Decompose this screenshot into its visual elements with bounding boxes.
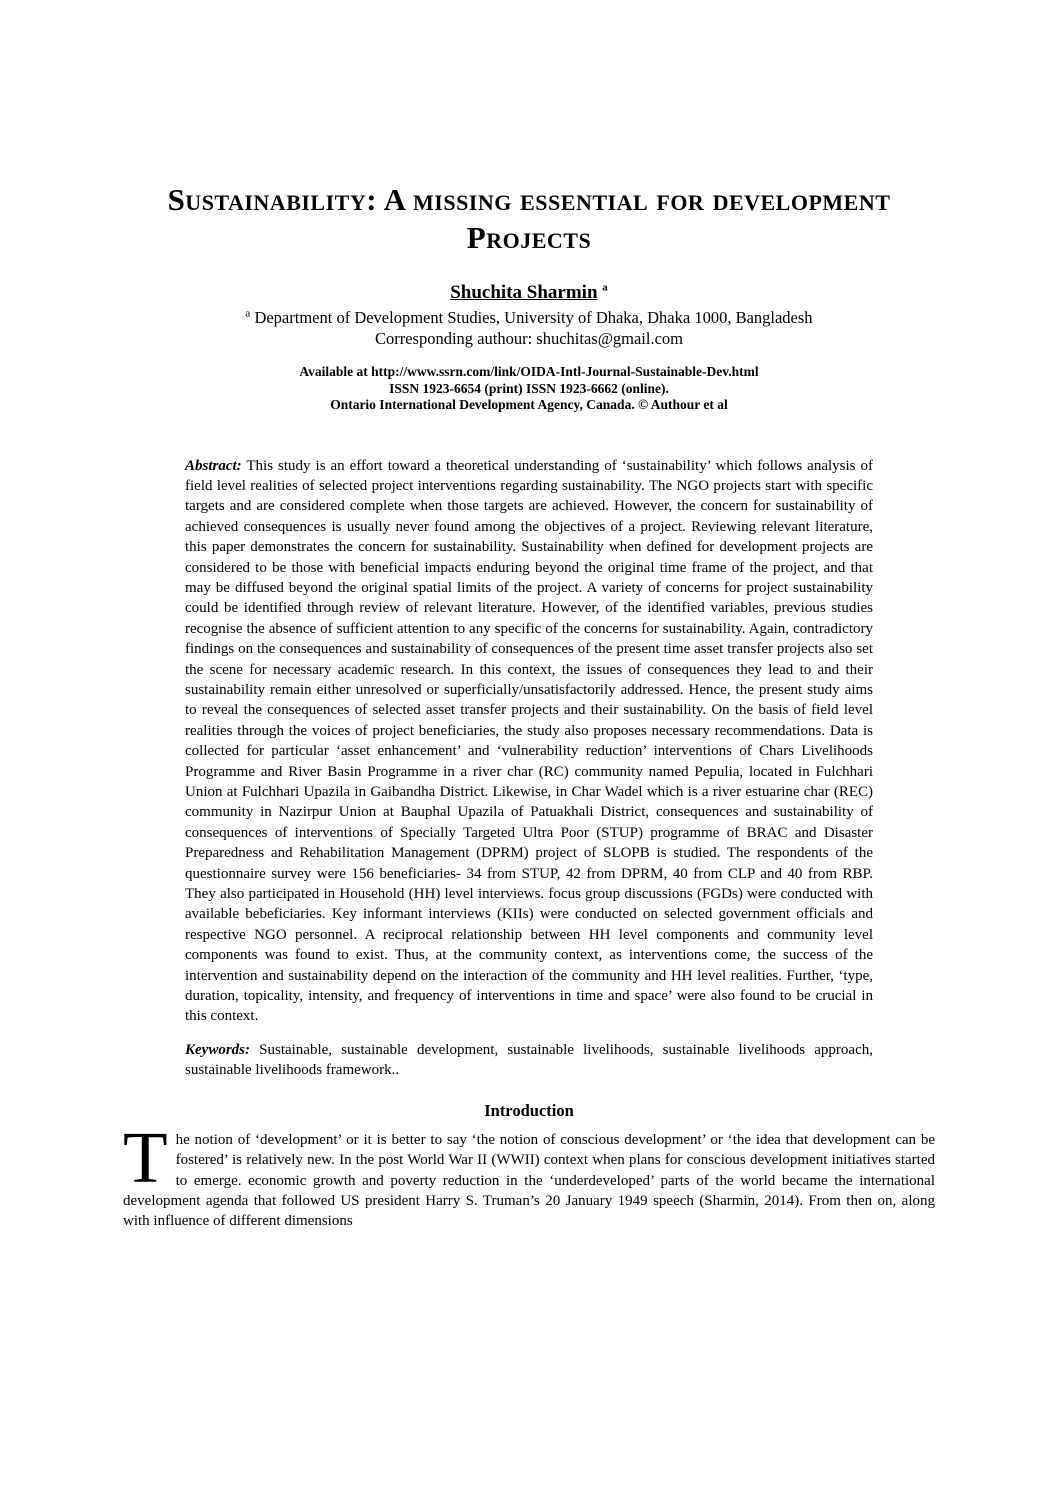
abstract-paragraph (185, 456, 873, 1027)
paper-title-line1: Sustainability: A missing essential for development (167, 182, 891, 217)
issn-line: ISSN 1923-6654 (print) ISSN 1923-6662 (online). (389, 380, 669, 396)
affiliation-line (123, 307, 935, 328)
agency-copyright-line: Ontario International Development Agency, Canada. © Authour et al (330, 397, 728, 412)
affiliation-text: Department of Development Studies, University of Dhaka, Dhaka 1000, Bangladesh (250, 308, 813, 327)
corresponding-author-line: Corresponding authour: shuchitas@gmail.com (374, 329, 684, 348)
abstract-label: Abstract: (185, 457, 242, 474)
introduction-text: he notion of ‘development’ or it is better to say ‘the notion of conscious development’ or ‘the idea that development can be fostered’ is relatively new. In the post World War II (WWII) context when plans for conscious development initiatives started to emerge. economic growth and poverty reduction in the ‘underdeveloped’ parts of the world became the international development agenda that followed US president Harry S. Truman’s 20 January 1949 speech (Sharmin, 2014). From then on, along with influence of different dimensions (123, 1131, 935, 1230)
keywords-text: Sustainable, sustainable development, sustainable livelihoods, sustainable livelihoods approach, sustainable livelihoods framework.. (185, 1041, 873, 1079)
keywords-label: Keywords: (185, 1041, 250, 1058)
author-affiliation-mark: a (602, 281, 608, 294)
publication-info-block (123, 364, 935, 414)
introduction-paragraph (123, 1116, 935, 1232)
paper-title-line2: Projects (466, 220, 592, 255)
author-name: Shuchita Sharmin (450, 282, 598, 303)
paper-content-column (123, 181, 935, 1232)
dropcap-letter: T (123, 1116, 168, 1198)
author-line (123, 282, 935, 304)
abstract-text: This study is an effort toward a theoretical understanding of ‘sustainability’ which follows analysis of field level realities of selected project interventions regarding sustainability. The NGO projects start with specific targets and are considered complete when those targets are achieved. However, the concern for sustainability of achieved consequences is usually never found among the objectives of a project. Reviewing relevant literature, this paper demonstrates the concern for sustainability. Sustainability when defined for development projects are considered to be those with beneficial impacts enduring beyond the original time frame of the project, and that may be diffused beyond the original spatial limits of the project. A variety of concerns for project sustainability could be identified through review of relevant literature. However, of the identified variables, previous studies recognise the absence of sufficient attention to any specific of the concerns for sustainability. Again, contradictory findings on the consequences and sustainability of consequences of the present time asset transfer projects also set the scene for necessary academic research. In this context, the issues of consequences they lead to and their sustainability remain either unresolved or superficially/unsatisfactorily addressed. Hence, the present study aims to reveal the consequences of selected asset transfer projects and their sustainability. On the basis of field level realities through the voices of project beneficiaries, the study also proposes necessary recommendations. Data is collected for particular ‘asset enhancement’ and ‘vulnerability reduction’ interventions of Chars Livelihoods Programme and River Basin Programme in a river char (RC) community named Pepulia, located in Fulchhari Union at Fulchhari Upazila in Gaibandha District. Likewise, in Char Wadel which is a river estuarine char (REC) community in Nazirpur Union at Bauphal Upazila of Patuakhali District, consequences and sustainability of consequences of interventions of Specially Targeted Ultra Poor (STUP) programme of BRAC and Disaster Preparedness and Rehabilitation Management (DPRM) project of SLOPB is studied. The respondents of the questionnaire survey were 156 beneficiaries- 34 from STUP, 42 from DPRM, 40 from CLP and 40 from RBP. They also participated in Household (HH) level interviews. focus group discussions (FGDs) were conducted with available bebeficiaries. Key informant interviews (KIIs) were conducted on selected government officials and respective NGO personnel. A reciprocal relationship between HH level components and community level components was found to exist. Thus, at the community context, as interventions come, the success of the intervention and sustainability depend on the interaction of the community and HH level realities. Further, ‘type, duration, topicality, intensity, and frequency of interventions in time and space’ were also found to be crucial in this context. (185, 457, 873, 1025)
affiliation-mark: a (245, 307, 251, 320)
keywords-paragraph (185, 1040, 873, 1081)
introduction-heading: Introduction (484, 1100, 574, 1120)
available-at-line: Available at http://www.ssrn.com/link/OIDA-Intl-Journal-Sustainable-Dev.html (299, 364, 759, 379)
paper-title (123, 181, 935, 257)
